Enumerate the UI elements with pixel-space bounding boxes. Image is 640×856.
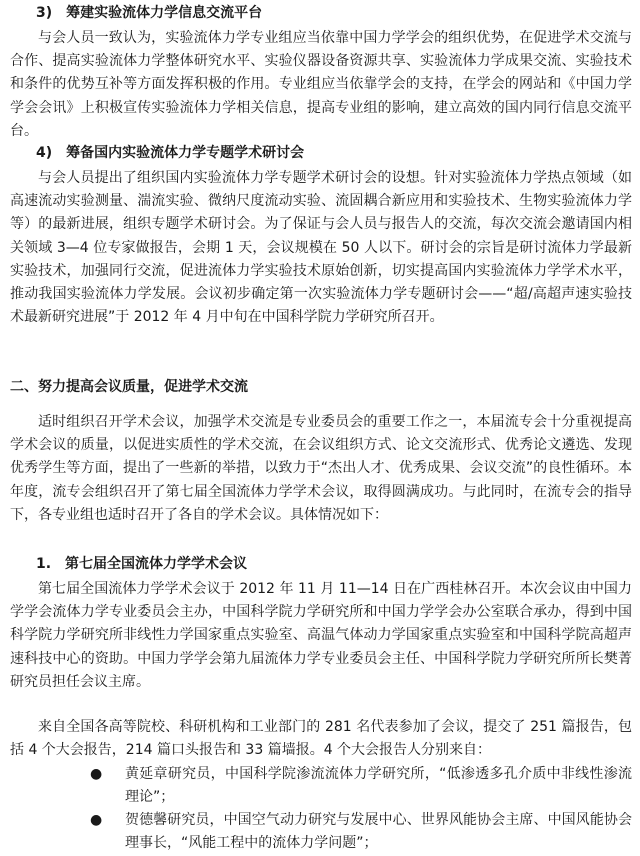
paragraph-conference-quality: 适时组织召开学术会议，加强学术交流是专业委员会的重要工作之一，本届流专会十分重视提高学术会议的质量，以促进实质性的学术交流，在会议组织方式、论文交流形式、优秀论文遴选、发现优秀学生等方面，提出了一些新的举措，以致力于“杰出人才、优秀成果、会议交流”的良性循环。本年度，流专会组织召开了第七届全国流体力学学术会议，取得圆满成功。与此同时，在流专会的指导下，各专业组也适时召开了各自的学术会议。具体情况如下： [10, 414, 632, 523]
subsection-heading-3: 3) 筹建实验流体力学信息交流平台 [36, 5, 263, 21]
paragraph-info-platform: 与会人员一致认为，实验流体力学专业组应当依靠中国力学学会的组织优势，在促进学术交流与合作、提高实验流体力学整体研究水平、实验仪器设备资源共享、实验流体力学成果交流、实验技术和条件的优势互补等方面发挥积极的作用。专业组应当依靠学会的支持，在学会的网站和《中国力学学会会讯》上积极宣传实验流体力学相关信息，提高专业组的影响，建立高效的国内同行信息交流平台。 [10, 30, 632, 139]
bullet-icon: ● [90, 766, 103, 782]
subsection-heading-1: 1. 第七届全国流体力学学术会议 [36, 556, 248, 572]
paragraph-symposium: 与会人员提出了组织国内实验流体力学专题学术研讨会的设想。针对实验流体力学热点领域（如高速流动实验测量、湍流实验、微纳尺度流动实验、流固耦合新应用和实验技术、生物实验流体力学等）的最新进展，组织专题学术研讨会。为了保证与会人员与报告人的交流，每次交流会邀请国内相关领域 3—4 位专家做报告，会期 1 天，会议规模在 50 人以下。研讨会的宗旨是研讨流体力学最新实验技术，加强同行交流，促进流体力学实验技术原始创新，切实提高国内实验流体力学学术水平，推动我国实验流体力学发展。会议初步确定第一次实验流体力学专题研讨会——“超/高超声速实验技术最新研究进展”于 2012 年 4 月中旬在中国科学院力学研究所召开。 [10, 170, 632, 326]
subsection-heading-4: 4) 筹备国内实验流体力学专题学术研讨会 [36, 145, 305, 161]
paragraph-7th-conference: 第七届全国流体力学学术会议于 2012 年 11 月 11—14 日在广西桂林召开。本次会议由中国力学学会流体力学专业委员会主办，中国科学院力学研究所和中国力学学会办公室联合承办，得到中国科学院力学研究所非线性力学国家重点实验室、高温气体动力学国家重点实验室和中国科学院高超声速科技中心的资助。中国力学学会第九届流体力学专业委员会主任、中国科学院力学研究所所长樊菁研究员担任会议主席。 [10, 581, 632, 690]
bullet-icon: ● [90, 812, 103, 828]
list-item-speaker-1: 黄延章研究员，中国科学院渗流流体力学研究所，“低渗透多孔介质中非线性渗流理论”； [125, 766, 632, 806]
paragraph-attendance: 来自全国各高等院校、科研机构和工业部门的 281 名代表参加了会议，提交了 251 篇报告，包括 4 个大会报告，214 篇口头报告和 33 篇墙报。4 个大会报告人分别来自： [10, 719, 632, 759]
section-heading-2: 二、努力提高会议质量，促进学术交流 [10, 379, 248, 395]
list-item-speaker-2: 贺德馨研究员，中国空气动力研究与发展中心、世界风能协会主席、中国风能协会理事长，“风能工程中的流体力学问题”； [125, 812, 632, 852]
